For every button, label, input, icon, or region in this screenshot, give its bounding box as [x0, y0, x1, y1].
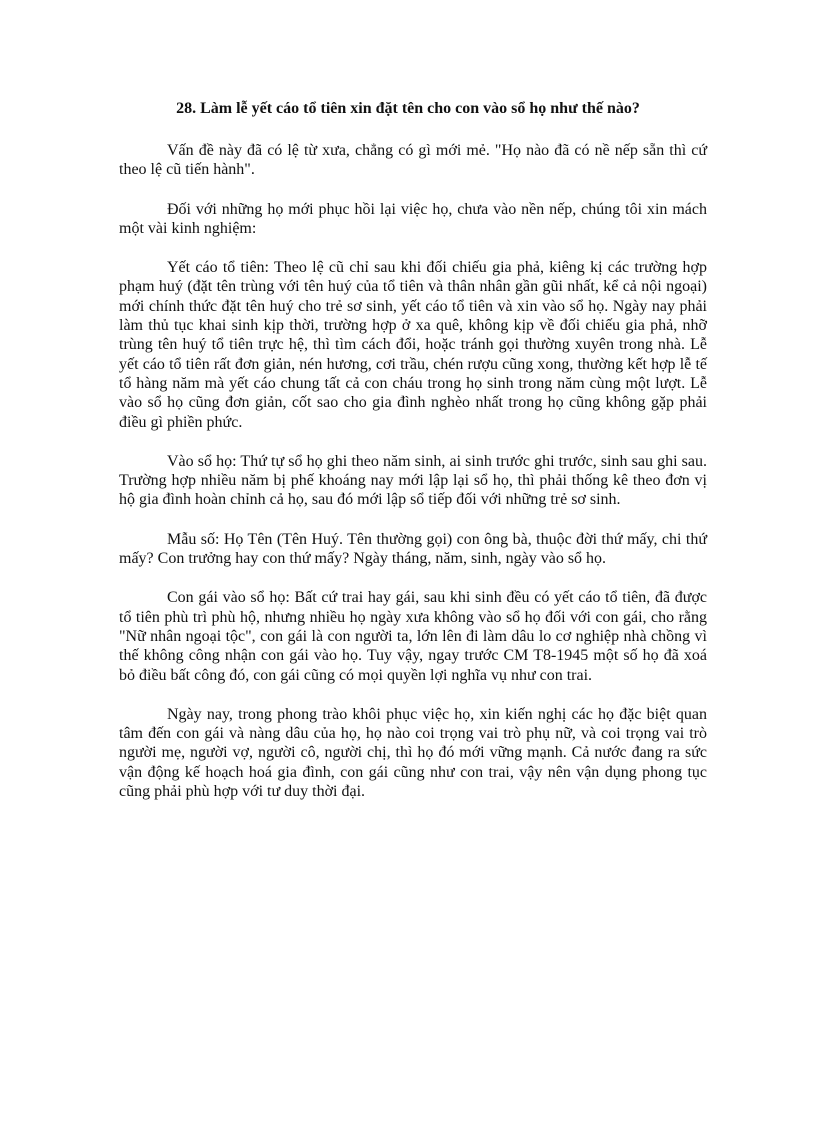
section-title: 28. Làm lễ yết cáo tổ tiên xin đặt tên cho con vào sổ họ như thế nào?: [176, 100, 640, 117]
paragraph-template: Mẫu số: Họ Tên (Tên Huý. Tên thường gọi) con ông bà, thuộc đời thứ mấy, chi thứ mấy? Con trưởng hay con thứ mấy? Ngày tháng, năm, sinh, ngày vào sổ họ.: [119, 530, 707, 568]
paragraph-intro: Vấn đề này đã có lệ từ xưa, chẳng có gì mới mẻ. "Họ nào đã có nề nếp sẵn thì cứ theo lệ cũ tiến hành".: [119, 142, 707, 179]
paragraph-today: Ngày nay, trong phong trào khôi phục việc họ, xin kiến nghị các họ đặc biệt quan tâm đến con gái và nàng dâu của họ, họ nào coi trọng vai trò phụ nữ, và coi trọng vai trò người mẹ, người vợ, người cô, người chị, thì họ đó mới vững mạnh. Cả nước đang ra sức vận động kế hoạch hoá gia đình, con gái cũng như con trai, vậy nên vận dụng phong tục cũng phải phù hợp với tư duy thời đại.: [119, 705, 707, 801]
paragraph-daughters: Con gái vào sổ họ: Bất cứ trai hay gái, sau khi sinh đều có yết cáo tổ tiên, đã được tổ tiên phù trì phù hộ, nhưng nhiều họ ngày xưa không vào sổ họ đối với con gái, cho rằng "Nữ nhân ngoại tộc", con gái là con người ta, lớn lên đi làm dâu lo cơ nghiệp nhà chồng vì thế không công nhận con gái vào họ. Tuy vậy, ngay trước CM T8-1945 một số họ đã xoá bỏ điều bất công đó, con gái cũng có mọi quyền lợi nghĩa vụ như con trai.: [119, 589, 707, 684]
paragraph-new-clans: Đối với những họ mới phục hồi lại việc họ, chưa vào nền nếp, chúng tôi xin mách một vài kinh nghiệm:: [119, 200, 707, 237]
paragraph-ancestor-report: Yết cáo tổ tiên: Theo lệ cũ chỉ sau khi đối chiếu gia phả, kiêng kị các trường hợp phạm huý (đặt tên trùng với tên huý của tổ tiên và thân nhân gần gũi nhất, kể cả nội ngoại) mới chính thức đặt tên huý cho trẻ sơ sinh, yết cáo tổ tiên và xin vào sổ họ. Ngày nay phải làm thủ tục khai sinh kịp thời, trường hợp ở xa quê, không kịp về đối chiếu gia phả, nhỡ trùng tên huý tổ tiên trực hệ, thì tìm cách đổi, hoặc tránh gọi thường xuyên trong nhà. Lễ yết cáo tổ tiên rất đơn giản, nén hương, cơi trầu, chén rượu cũng xong, thường kết hợp lễ tế tổ hàng năm mà yết cáo chung tất cả con cháu trong họ sinh trong năm cùng một lượt. Lễ vào sổ họ cũng đơn giản, cốt sao cho gia đình nghèo nhất trong họ cũng không gặp phải điều gì phiền phức.: [119, 259, 707, 431]
document-body: [119, 141, 707, 821]
paragraph-register-entry: Vào sổ họ: Thứ tự sổ họ ghi theo năm sinh, ai sinh trước ghi trước, sinh sau ghi sau. Trường hợp nhiều năm bị phế khoáng nay mới lập lại sổ họ, thì phải thống kê theo đơn vị hộ gia đình hoàn chỉnh cả họ, sau đó mới lập sổ tiếp đối với những trẻ sơ sinh.: [119, 452, 707, 509]
